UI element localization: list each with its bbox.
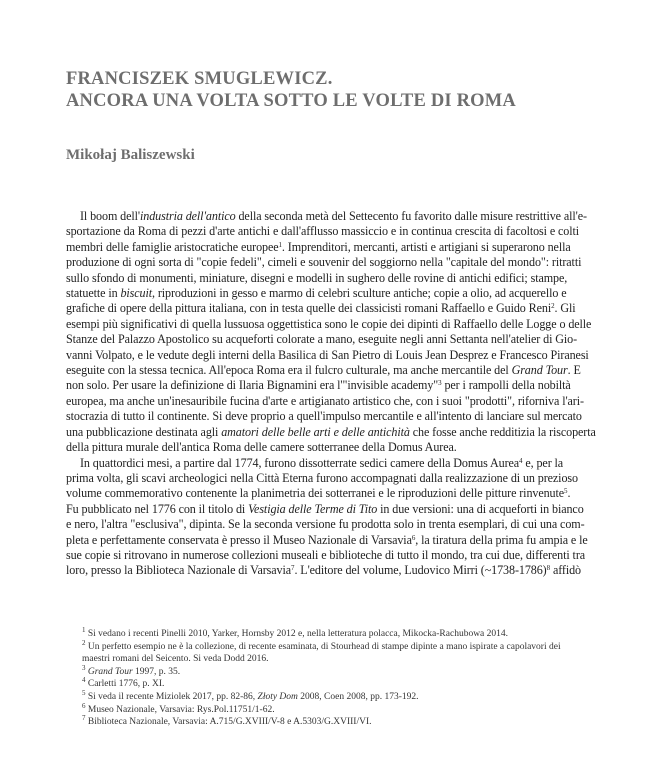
italic-text: Grand Tour (87, 666, 133, 677)
body-line: Stanze del Palazzo Apostolico su acqueforti colorate a mano, eseguite negli anni Settanta nell'atelier di Gio- (66, 332, 578, 347)
body-line: una pubblicazione destinata agli amatori delle belle arti e delle antichità che fosse anche redditizia la riscoperta (66, 424, 596, 439)
footnote-line: $^4$ Carletti 1776, p. XI. (82, 676, 165, 690)
body-line: statuette in biscuit, riproduzioni in gesso e marmo di celebri sculture antiche; copie a olio, ad acquerello e (66, 286, 567, 301)
footnote-ref: 2 (82, 638, 86, 647)
footnote-ref: 7 (82, 714, 86, 723)
footnote-ref: 7 (291, 564, 295, 573)
footnote-ref: 6 (411, 533, 416, 542)
footnote-ref: 3 (82, 663, 86, 672)
title-line-1: FRANCISZEK SMUGLEWICZ. (66, 69, 333, 89)
footnote-ref: 1 (82, 626, 86, 634)
italic-text: Grand Tour (511, 363, 568, 378)
body-line: prima volta, gli scavi archeologici nella Città Eterna furono accompagnati dalla realizzazione di un prezioso (66, 470, 578, 485)
footnote-line: $^2$ Un perfetto esempio ne è la collezione, di recente esaminata, di Stourhead di stampe dipinte a mano ispirate a capolavori dei (82, 638, 561, 652)
footnote-ref: 3 (438, 379, 442, 388)
footnotes (82, 628, 602, 729)
article-title (66, 68, 516, 112)
body-line: Il boom dell'industria dell'antico della seconda metà del Settecento fu favorito dalle misure restrittive all'e- (80, 209, 587, 223)
body-line: loro, presso la Biblioteca Nazionale di Varsavia$^7$. L'editore del volume, Ludovico Mirri (~1738-1786)$^8$ affidò (66, 563, 581, 578)
italic-text: biscuit (120, 286, 153, 301)
footnote-ref: 6 (82, 701, 86, 710)
body-line: europea, ma anche un'inesauribile fucina d'arte e artigianato artistico che, con i suoi "prodotti", riforniva l'ari- (66, 393, 584, 408)
footnote-ref: 4 (82, 676, 86, 685)
body-line: esempi più significativi di quella lussuosa oggettistica sono le copie dei dipinti di Raffaello delle Logge o delle (66, 316, 592, 331)
body-line: membri delle famiglie aristocratiche europee$^1$. Imprenditori, mercanti, artisti e artigiani si superarono nella (66, 239, 571, 254)
body-line: e nero, l'altra "esclusiva", dipinta. Se la seconda versione fu prodotta solo in trenta esemplari, di cui una com- (66, 517, 585, 532)
footnote-ref: 8 (546, 564, 551, 573)
footnote-ref: 1 (278, 240, 282, 249)
body-line: sportazione da Roma di pezzi d'arte antichi e dall'afflusso massiccio e in continua crescita di facoltosi e colti (66, 224, 580, 239)
body-line: sue copie si ritrovano in numerose collezioni museali e biblioteche di tutto il mondo, tra cui due, differenti tra (66, 547, 586, 562)
body-line: della pittura murale dell'antica Roma delle camere sotterranee della Domus Aurea. (66, 440, 457, 455)
footnote-line: $^3$ Grand Tour 1997, p. 35. (82, 663, 181, 677)
body-line: non solo. Per usare la definizione di Ilaria Bignamini era l'"invisible academy"$^3$ per i rampolli della nobiltà (66, 378, 571, 393)
title-line-2: ANCORA UNA VOLTA SOTTO LE VOLTE DI ROMA (66, 91, 516, 111)
body-line: pleta e perfettamente conservata è presso il Museo Nazionale di Varsavia$^6$, la tiratura della prima fu ampia e le (66, 532, 588, 547)
footnote-line: $^5$ Si veda il recente Miziolek 2017, pp. 82-86, Złoty Dom 2008, Coen 2008, pp. 173-192. (82, 688, 419, 702)
body-line: Fu pubblicato nel 1776 con il titolo di Vestigia delle Terme di Tito in due versioni: una di acqueforti in bianco (66, 501, 584, 516)
body-line: grafiche di opere della pittura italiana, con in testa quelle dei classicisti romani Raffaello e Guido Reni$^2$. Gli (66, 301, 576, 316)
body-line: sullo sfondo di monumenti, miniature, disegni e modelli in sughero delle rovine di antichi edifici; stampe, (66, 270, 568, 285)
footnote-line: $^7$ Biblioteca Nazionale, Varsavia: A.715/G.XVIII/V-8 e A.5303/G.XVIII/VI. (82, 714, 372, 728)
body-line: In quattordici mesi, a partire dal 1774, furono dissotterrate sedici camere della Domus Aurea$^4$ e, per la (80, 455, 564, 470)
footnote-ref: 4 (519, 456, 523, 465)
italic-text: industria dell'antico (140, 209, 236, 223)
footnote-line: maestri romani del Seicento. Si veda Dodd 2016. (82, 654, 269, 665)
footnote-ref: 5 (82, 688, 86, 697)
footnote-ref: 2 (551, 302, 555, 311)
footnote-ref: 5 (564, 487, 568, 496)
body-line: volume commemorativo contenente la planimetria dei sotterranei e le riproduzioni delle pitture rinvenute$^5$. (66, 486, 571, 501)
footnote-line: $^6$ Museo Nazionale, Varsavia: Rys.Pol.11751/1-62. (82, 701, 275, 715)
author-name: Mikołaj Baliszewski (66, 147, 195, 163)
body-line: produzione di ogni sorta di "copie fedeli", cimeli e souvenir del soggiorno nella "capitale del mondo": ritratti (66, 255, 582, 270)
body-text (66, 209, 599, 579)
body-line: eseguite con la stessa tecnica. All'epoca Roma era il fulcro culturale, ma anche mercantile del Grand Tour. E (66, 363, 581, 378)
italic-text: Vestigia delle Terme di Tito (248, 501, 378, 516)
footnote-line: $^1$ Si vedano i recenti Pinelli 2010, Yarker, Hornsby 2012 e, nella letteratura polacca, Mikocka-Rachubowa 2014. (82, 626, 509, 639)
italic-text: amatori delle belle arti e delle antichità (221, 424, 410, 439)
body-line: stocrazia di tutto il continente. Si deve proprio a quell'impulso mercantile e all'intento di lanciare sul mercato (66, 409, 582, 424)
italic-text: Złoty Dom (257, 691, 298, 702)
body-line: vanni Volpato, e le vedute degli interni della Basilica di San Pietro di Louis Jean Desprez e Francesco Piranesi (66, 347, 589, 362)
